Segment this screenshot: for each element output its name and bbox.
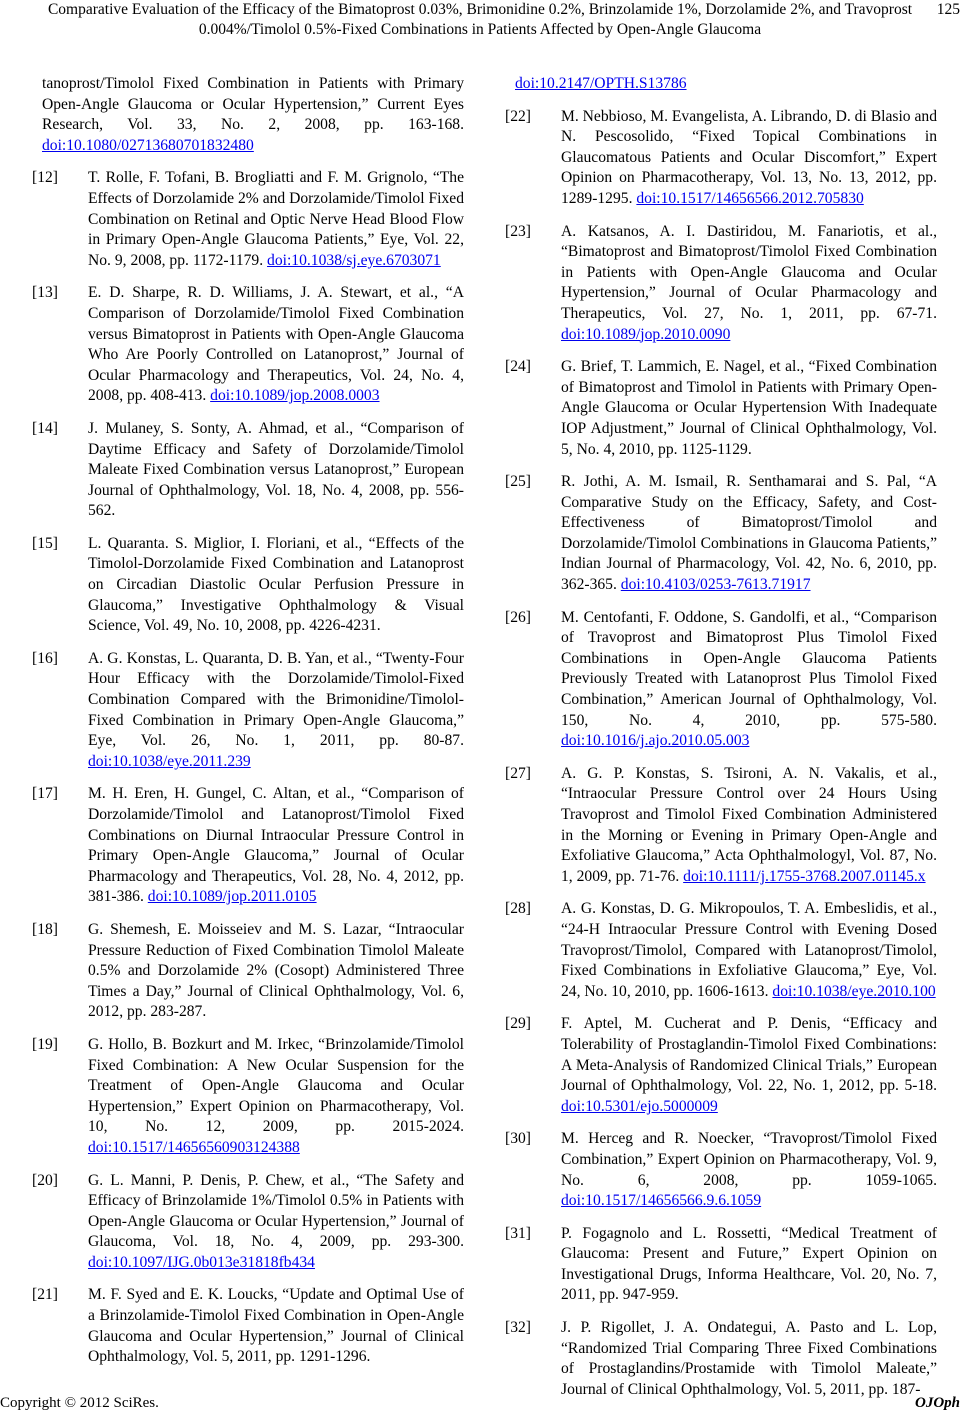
reference-item bbox=[32, 283, 464, 407]
reference-item bbox=[32, 1171, 464, 1274]
reference-text: J. P. Rigollet, J. A. Ondategui, A. Pasto and L. Lop, “Randomized Trial Comparing Three Fixed Combinations of Prostaglandins/Prostamide with Timolol Maleate,” Journal of Clinical Ophthalmology, Vol. 5, 2011, pp. 187- bbox=[561, 1319, 937, 1398]
reference-number: [20] bbox=[32, 1171, 58, 1189]
reference-item bbox=[32, 419, 464, 522]
reference-text: tanoprost/Timolol Fixed Combination in Patients with Primary Open-Angle Glaucoma or Ocular Hypertension,” Current Eyes Research, Vol. 33, No. 2, 2008, pp. 163-168. bbox=[42, 75, 464, 134]
reference-item bbox=[32, 74, 464, 156]
reference-text: M. Centofanti, F. Oddone, S. Gandolfi, et al., “Comparison of Travoprost and Bimatoprost Plus Timolol Fixed Combinations in Open-Angle Glaucoma Patients Previously Treated with Latanoprost Plus Timolol Fixed Combination,” American Journal of Ophthalmology, Vol. 150, No. 4, 2010, pp. 575-580. bbox=[561, 608, 937, 729]
reference-number: [26] bbox=[505, 608, 531, 626]
doi-link[interactable]: doi:10.1111/j.1755-3768.2007.01145.x bbox=[683, 867, 926, 885]
reference-number: [25] bbox=[505, 473, 531, 491]
reference-number: [28] bbox=[505, 900, 531, 918]
reference-item bbox=[505, 608, 937, 752]
reference-number: [24] bbox=[505, 358, 531, 376]
reference-item bbox=[505, 1318, 937, 1400]
reference-number: [27] bbox=[505, 764, 531, 782]
doi-link[interactable]: doi:10.1038/sj.eye.6703071 bbox=[267, 251, 441, 269]
reference-text: E. D. Sharpe, R. D. Williams, J. A. Stewart, et al., “A Comparison of Dorzolamide/Timolol Fixed Combination versus Bimatoprost in Patients with Open-Angle Glaucoma Who Are Poorly Controlled on Latanoprost,” Journal of Ocular Pharmacology and Therapeutics, Vol. 24, No. 4, 2008, pp. 408-413. bbox=[88, 284, 464, 405]
reference-number: [19] bbox=[32, 1035, 58, 1053]
reference-column-left bbox=[32, 74, 464, 1380]
doi-link[interactable]: doi:10.1080/02713680701832480 bbox=[42, 136, 254, 154]
reference-item bbox=[32, 649, 464, 773]
running-header: Comparative Evaluation of the Efficacy of the Bimatoprost 0.03%, Brimonidine 0.2%, Brinzolamide 1%, Dorzolamide 2%, and Travoprost 0.004%/Timolol 0.5%-Fixed Combinations in Patients Affected by Open-Angle Glaucoma bbox=[47, 1, 913, 38]
reference-item bbox=[505, 1224, 937, 1306]
reference-text: P. Fogagnolo and L. Rossetti, “Medical Treatment of Glaucoma: Present and Future,” Expert Opinion on Investigational Drugs, Informa Healthcare, Vol. 20, No. 7, 2011, pp. 947-959. bbox=[561, 1224, 937, 1304]
doi-link[interactable]: doi:10.1038/eye.2011.239 bbox=[88, 752, 251, 770]
reference-number: [29] bbox=[505, 1015, 531, 1033]
reference-item bbox=[32, 920, 464, 1023]
reference-number: [18] bbox=[32, 920, 58, 938]
reference-text: G. L. Manni, P. Denis, P. Chew, et al., “The Safety and Efficacy of Brinzolamide 1%/Timolol 0.5% in Patients with Open-Angle Glaucoma or Ocular Hypertension,” Journal of Glaucoma, Vol. 18, No. 4, 2009, pp. 293-300. bbox=[88, 1171, 464, 1251]
reference-item bbox=[505, 1014, 937, 1117]
reference-text: G. Brief, T. Lammich, E. Nagel, et al., “Fixed Combination of Bimatoprost and Timolol in Patients with Primary Open-Angle Glaucoma or Ocular Hypertension With Inadequate IOP Adjustment,” Journal of Clinical Ophthalmology, Vol. 5, No. 4, 2010, pp. 1125-1129. bbox=[561, 358, 937, 458]
doi-link[interactable]: doi:10.1097/IJG.0b013e31818fb434 bbox=[88, 1253, 315, 1271]
reference-text: A. Katsanos, A. I. Dastiridou, M. Fanariotis, et al., “Bimatoprost and Bimatoprost/Timolol Fixed Combination in Patients with Open-Angle Glaucoma and Ocular Hypertension,” Journal of Ocular Pharmacology and Therapeutics, Vol. 27, No. 1, 2011, pp. 67-71. bbox=[561, 222, 937, 322]
reference-number: [14] bbox=[32, 419, 58, 437]
page-number: 125 bbox=[936, 1, 960, 18]
reference-item bbox=[505, 899, 937, 1002]
reference-item bbox=[505, 222, 937, 346]
journal-abbreviation: OJOph bbox=[914, 1395, 960, 1411]
reference-number: [12] bbox=[32, 169, 58, 187]
copyright-notice: Copyright © 2012 SciRes. bbox=[0, 1395, 159, 1411]
reference-text: G. Shemesh, E. Moisseiev and M. S. Lazar, “Intraocular Pressure Reduction of Fixed Combination Timolol Maleate 0.5% and Dorzolamide 2% (Cosopt) Administered Three Times a Day,” Journal of Clinical Ophthalmology, Vol. 6, 2012, pp. 283-287. bbox=[88, 920, 464, 1021]
reference-text: L. Quaranta. S. Miglior, I. Floriani, et al., “Effects of the Timolol-Dorzolamide Fixed Combination and Latanoprost on Circadian Diastolic Ocular Perfusion Pressure in Glaucoma,” Investigative Ophthalmology & Visual Science, Vol. 49, No. 10, 2008, pp. 4226-4231. bbox=[88, 534, 464, 635]
doi-link[interactable]: doi:10.1089/jop.2010.0090 bbox=[561, 325, 731, 343]
reference-item bbox=[32, 534, 464, 637]
reference-text: G. Hollo, B. Bozkurt and M. Irkec, “Brinzolamide/Timolol Fixed Combination: A New Ocular Suspension for the Treatment of Open-Angle Glaucoma and Ocular Hypertension,” Expert Opinion on Pharmacotherapy, Vol. 10, No. 12, 2009, pp. 2015-2024. bbox=[88, 1035, 464, 1136]
reference-item bbox=[505, 472, 937, 596]
reference-text: M. F. Syed and E. K. Loucks, “Update and Optimal Use of a Brinzolamide-Timolol Fixed Combination in Open-Angle Glaucoma and Ocular Hypertension,” Journal of Clinical Ophthalmology, Vol. 5, 2011, pp. 1291-1296. bbox=[88, 1286, 464, 1366]
reference-text: M. Nebbioso, M. Evangelista, A. Librando, D. di Blasio and N. Pescosolido, “Fixed Topical Combinations in Glaucomatous Patients and Ocular Discomfort,” Expert Opinion on Pharmacotherapy, Vol. 13, No. 13, 2012, pp. 1289-1295. bbox=[561, 107, 937, 207]
reference-text: A. G. P. Konstas, S. Tsironi, A. N. Vakalis, et al., “Intraocular Pressure Control over 24 Hours Using Travoprost and Timolol Fixed Combination Administered in the Morning or Evening in Primary Open-Angle and Exfoliative Glaucoma,” Acta Ophthalmologyl, Vol. 87, No. 1, 2009, pp. 71-76. bbox=[561, 764, 937, 885]
reference-item bbox=[505, 1129, 937, 1211]
doi-link[interactable]: doi:10.1517/14656560903124388 bbox=[88, 1138, 300, 1156]
reference-number: [15] bbox=[32, 534, 58, 552]
reference-item bbox=[505, 74, 937, 95]
reference-text: A. G. Konstas, D. G. Mikropoulos, T. A. Embeslidis, et al., “24-H Intraocular Pressure Control with Evening Dosed Travoprost/Timolol, Compared with Latanoprost/Timolol, Fixed Combinations in Exfoliative Glaucoma,” Eye, Vol. 24, No. 10, 2010, pp. 1606-1613. bbox=[561, 900, 937, 1000]
reference-number: [32] bbox=[505, 1319, 531, 1337]
doi-link[interactable]: doi:10.1517/14656566.2012.705830 bbox=[636, 189, 864, 207]
reference-column-right bbox=[505, 74, 937, 1412]
reference-text: M. H. Eren, H. Gungel, C. Altan, et al., “Comparison of Dorzolamide/Timolol and Latanoprost/Timolol Fixed Combinations on Diurnal Intraocular Pressure Control in Primary Open-Angle Glaucoma,” Journal of Ocular Pharmacology and Therapeutics, Vol. 28, No. 4, 2012, pp. 381-386. bbox=[88, 785, 464, 906]
doi-link[interactable]: doi:10.2147/OPTH.S13786 bbox=[515, 75, 687, 92]
reference-number: [16] bbox=[32, 649, 58, 667]
reference-item bbox=[32, 1035, 464, 1159]
reference-number: [30] bbox=[505, 1130, 531, 1148]
doi-link[interactable]: doi:10.1089/jop.2011.0105 bbox=[147, 888, 317, 906]
doi-link[interactable]: doi:10.4103/0253-7613.71917 bbox=[620, 576, 811, 594]
doi-link[interactable]: doi:10.5301/ejo.5000009 bbox=[561, 1097, 718, 1115]
reference-number: [17] bbox=[32, 785, 58, 803]
reference-number: [22] bbox=[505, 107, 531, 125]
reference-item bbox=[32, 784, 464, 908]
doi-link[interactable]: doi:10.1517/14656566.9.6.1059 bbox=[561, 1192, 762, 1210]
reference-item bbox=[32, 168, 464, 271]
doi-link[interactable]: doi:10.1038/eye.2010.100 bbox=[772, 982, 936, 1000]
reference-item bbox=[505, 357, 937, 460]
reference-number: [21] bbox=[32, 1286, 58, 1304]
reference-item bbox=[505, 764, 937, 888]
reference-number: [31] bbox=[505, 1224, 531, 1242]
reference-text: J. Mulaney, S. Sonty, A. Ahmad, et al., “Comparison of Daytime Efficacy and Safety of Dorzolamide/Timolol Maleate Fixed Combination versus Latanoprost,” European Journal of Ophthalmology, Vol. 18, No. 4, 2008, pp. 556-562. bbox=[88, 419, 464, 520]
doi-link[interactable]: doi:10.1016/j.ajo.2010.05.003 bbox=[561, 732, 750, 750]
reference-number: [13] bbox=[32, 284, 58, 302]
doi-link[interactable]: doi:10.1089/jop.2008.0003 bbox=[210, 387, 380, 405]
reference-text: A. G. Konstas, L. Quaranta, D. B. Yan, et al., “Twenty-Four Hour Efficacy with the Dorzolamide/Timolol-Fixed Combination Compared with the Brimonidine/Timolol-Fixed Combination in Primary Open-Angle Glaucoma,” Eye, Vol. 26, No. 1, 2011, pp. 80-87. bbox=[88, 649, 464, 750]
reference-item bbox=[505, 107, 937, 210]
reference-number: [23] bbox=[505, 222, 531, 240]
reference-text: M. Herceg and R. Noecker, “Travoprost/Timolol Fixed Combination,” Expert Opinion on Pharmacotherapy, Vol. 9, No. 6, 2008, pp. 1059-1065. bbox=[561, 1130, 937, 1189]
reference-text: F. Aptel, M. Cucherat and P. Denis, “Efficacy and Tolerability of Prostaglandin-Timolol Fixed Combinations: A Meta-Analysis of Randomized Clinical Trials,” European Journal of Ophthalmology, Vol. 22, No. 1, 2012, pp. 5-18. bbox=[561, 1015, 937, 1095]
reference-text: T. Rolle, F. Tofani, B. Brogliatti and F. M. Grignolo, “The Effects of Dorzolamide 2% and Dorzolamide/Timolol Fixed Combination on Retinal and Optic Nerve Head Blood Flow in Primary Open-Angle Glaucoma Patients,” Eye, Vol. 22, No. 9, 2008, pp. 1172-1179. bbox=[88, 169, 464, 269]
reference-item bbox=[32, 1285, 464, 1367]
reference-text: R. Jothi, A. M. Ismail, R. Senthamarai and S. Pal, “A Comparative Study on the Efficacy, Safety, and Cost-Effectiveness of Bimatoprost/Timolol and Dorzolamide/Timolol Combinations in Glaucoma Patients,” Indian Journal of Pharmacology, Vol. 42, No. 6, 2010, pp. 362-365. bbox=[561, 473, 937, 594]
